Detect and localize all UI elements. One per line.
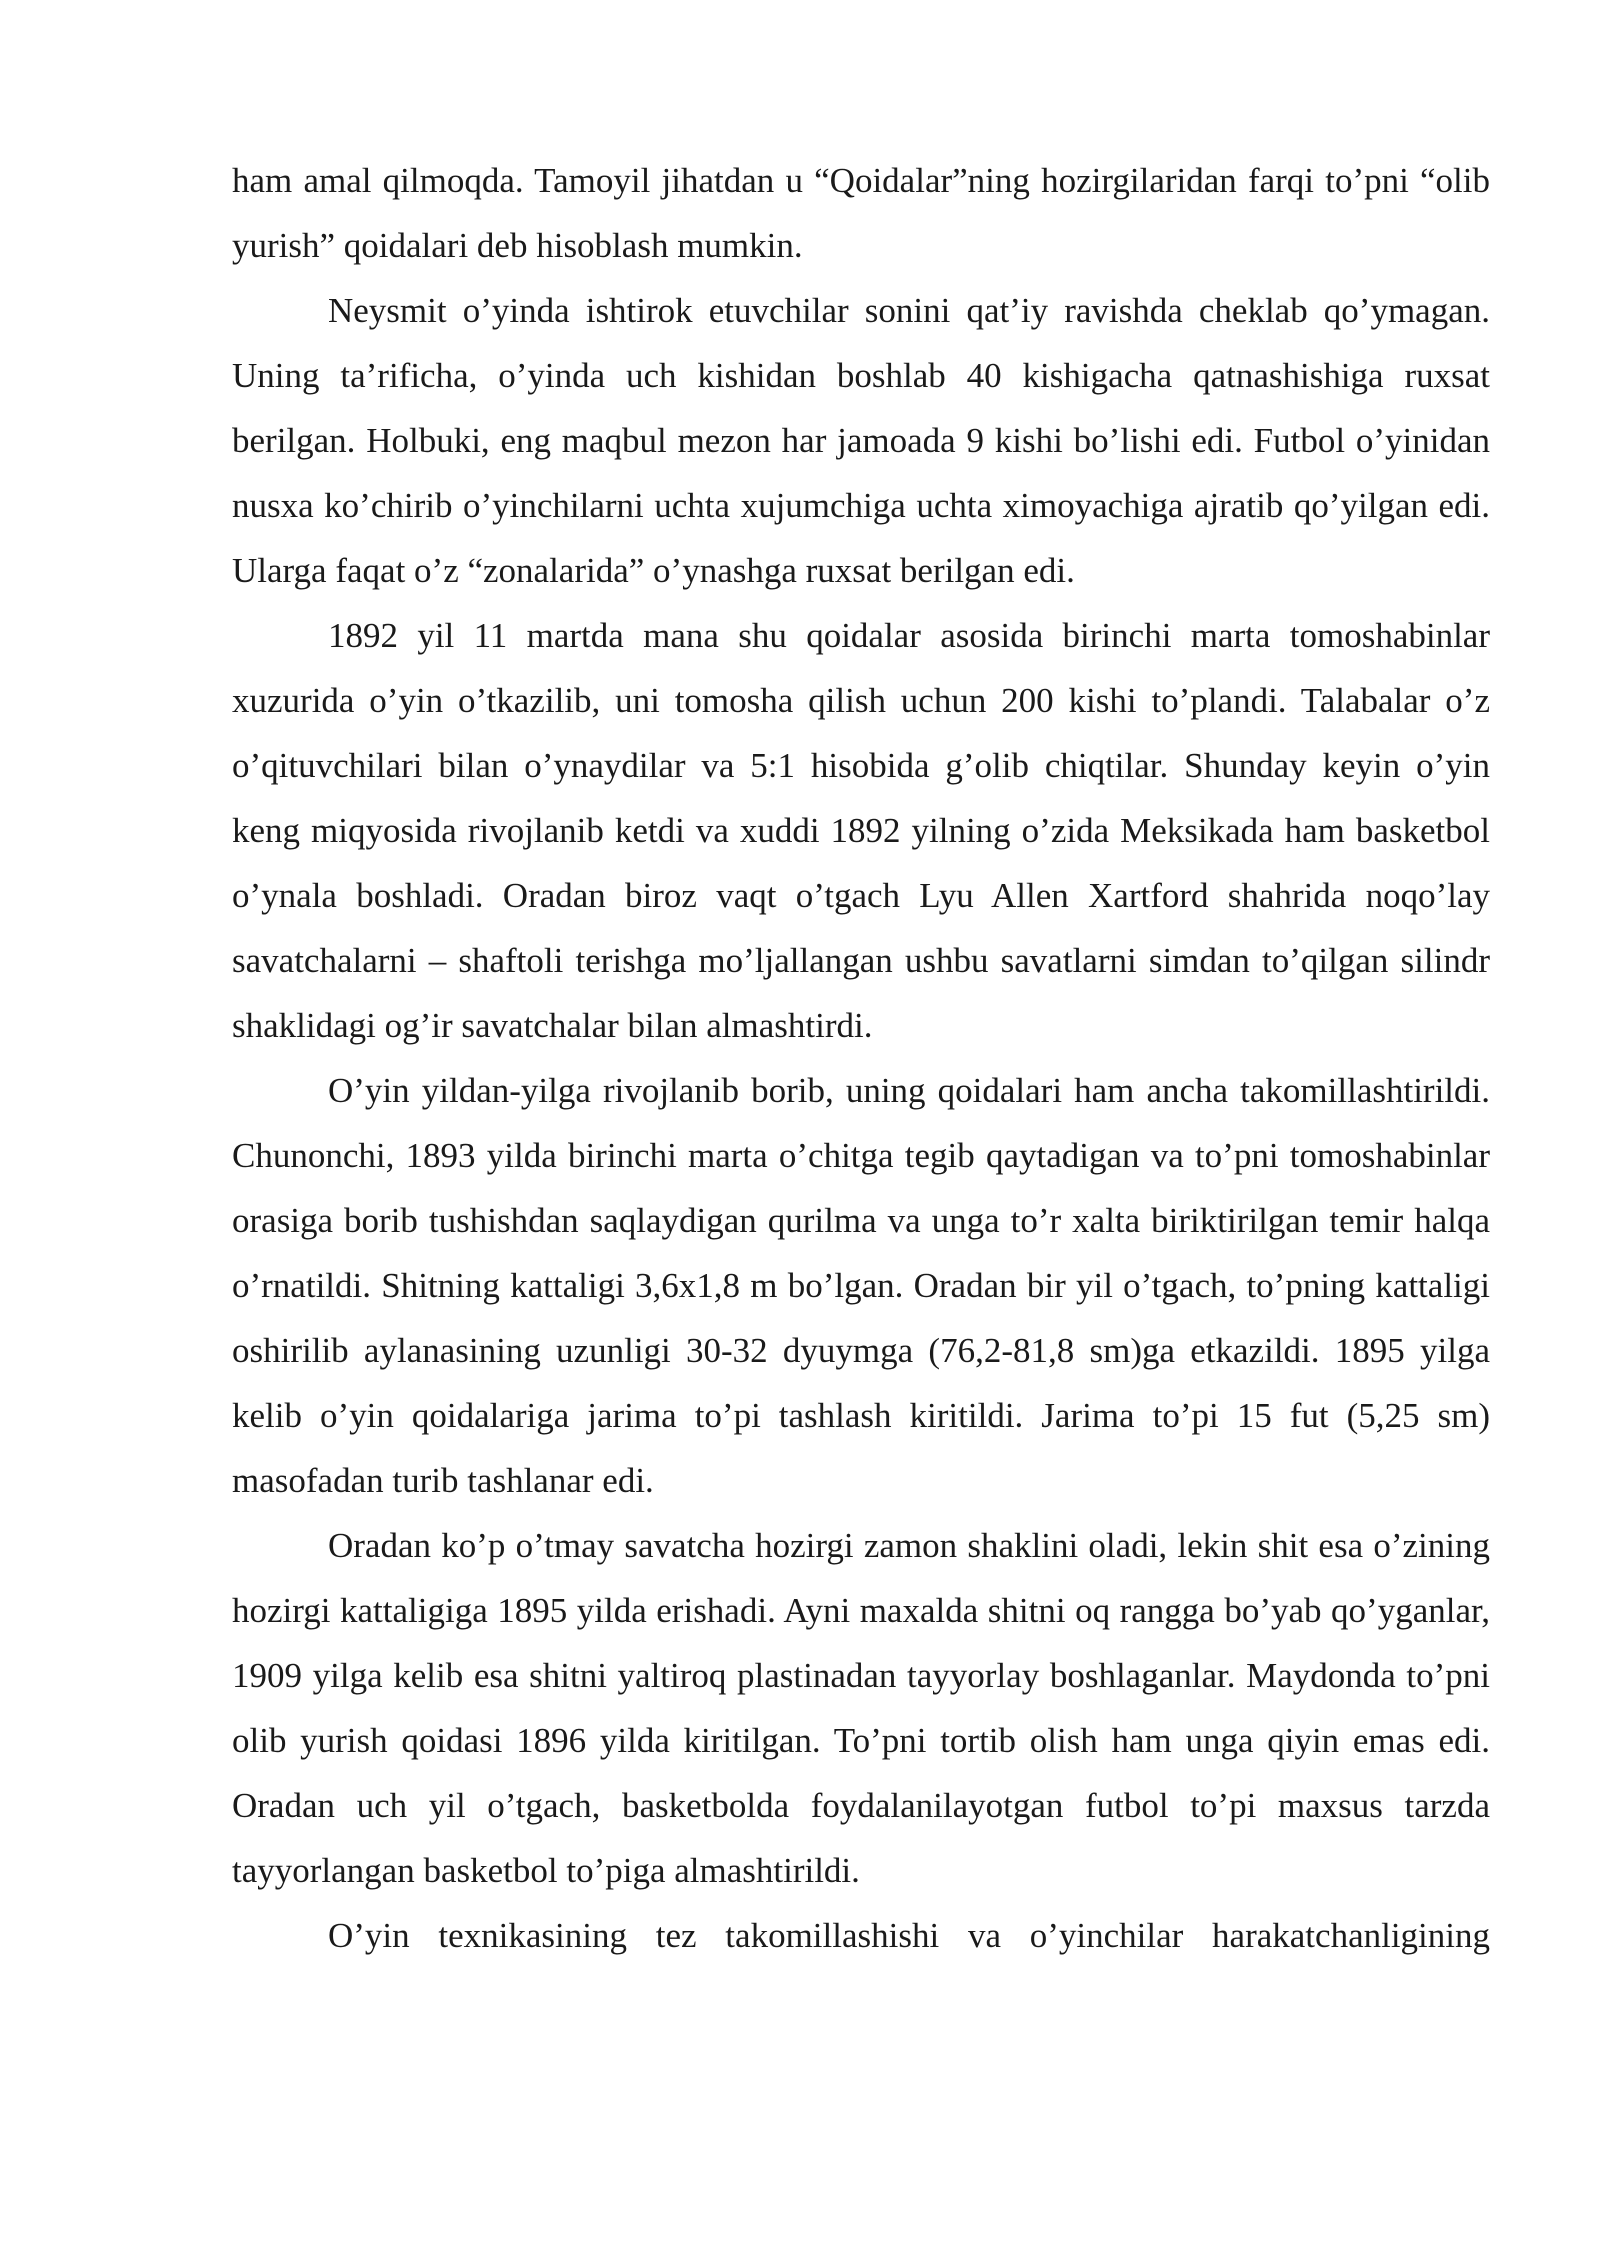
paragraph-backboard-history: Oradan ko’p o’tmay savatcha hozirgi zamon shaklini oladi, lekin shit esa o’zining hozirgi kattaligiga 1895 yilda erishadi. Ayni maxalda shitni oq rangga bo’yab qo’yganlar, 1909 yilga kelib esa shitni yaltiroq plastinadan tayyorlay boshlaganlar. Maydonda to’pni olib yurish qoidasi 1896 yilda kiritilgan. To’pni tortib olish ham unga qiyin emas edi. Oradan uch yil o’tgach, basketbolda foydalanilayotgan futbol to’pi maxsus tarzda tayyorlangan basketbol to’piga almashtirildi.: [232, 1526, 1490, 1890]
paragraph-technique-start: O’yin texnikasining tez takomillashishi va o’yinchilar harakatchanligining: [328, 1916, 1490, 1955]
paragraph-players-count: Neysmit o’yinda ishtirok etuvchilar sonini qat’iy ravishda cheklab qo’ymagan. Uning ta’rificha, o’yinda uch kishidan boshlab 40 kishigacha qatnashishiga ruxsat berilgan. Holbuki, eng maqbul mezon har jamoada 9 kishi bo’lishi edi. Futbol o’yinidan nusxa ko’chirib o’yinchilarni uchta xujumchiga uchta ximoyachiga ajratib qo’yilgan edi. Ularga faqat o’z “zonalarida” o’ynashga ruxsat berilgan edi.: [232, 291, 1490, 590]
paragraph-first-game: 1892 yil 11 martda mana shu qoidalar asosida birinchi marta tomoshabinlar xuzurida o’yin o’tkazilib, uni tomosha qilish uchun 200 kishi to’plandi. Talabalar o’z o’qituvchilari bilan o’ynaydilar va 5:1 hisobida g’olib chiqtilar. Shunday keyin o’yin keng miqyosida rivojlanib ketdi va xuddi 1892 yilning o’zida Meksikada ham basketbol o’ynala boshladi. Oradan biroz vaqt o’tgach Lyu Allen Xartford shahrida noqo’lay savatchalarni – shaftoli terishga mo’ljallangan ushbu savatlarni simdan to’qilgan silindr shaklidagi og’ir savatchalar bilan almashtirdi.: [232, 616, 1490, 1045]
paragraph-rules-improvement: O’yin yildan-yilga rivojlanib borib, uning qoidalari ham ancha takomillashtirildi. Chunonchi, 1893 yilda birinchi marta o’chitga tegib qaytadigan va to’pni tomoshabinlar orasiga borib tushishdan saqlaydigan qurilma va unga to’r xalta biriktirilgan temir halqa o’rnatildi. Shitning kattaligi 3,6x1,8 m bo’lgan. Oradan bir yil o’tgach, to’pning kattaligi oshirilib aylanasining uzunligi 30-32 dyuymga (76,2-81,8 sm)ga etkazildi. 1895 yilga kelib o’yin qoidalariga jarima to’pi tashlash kiritildi. Jarima to’pi 15 fut (5,25 sm) masofadan turib tashlanar edi.: [232, 1071, 1490, 1500]
paragraph-continued: ham amal qilmoqda. Tamoyil jihatdan u “Qoidalar”ning hozirgilaridan farqi to’pni “olib yurish” qoidalari deb hisoblash mumkin.: [232, 161, 1490, 265]
document-page: [232, 148, 1490, 1968]
